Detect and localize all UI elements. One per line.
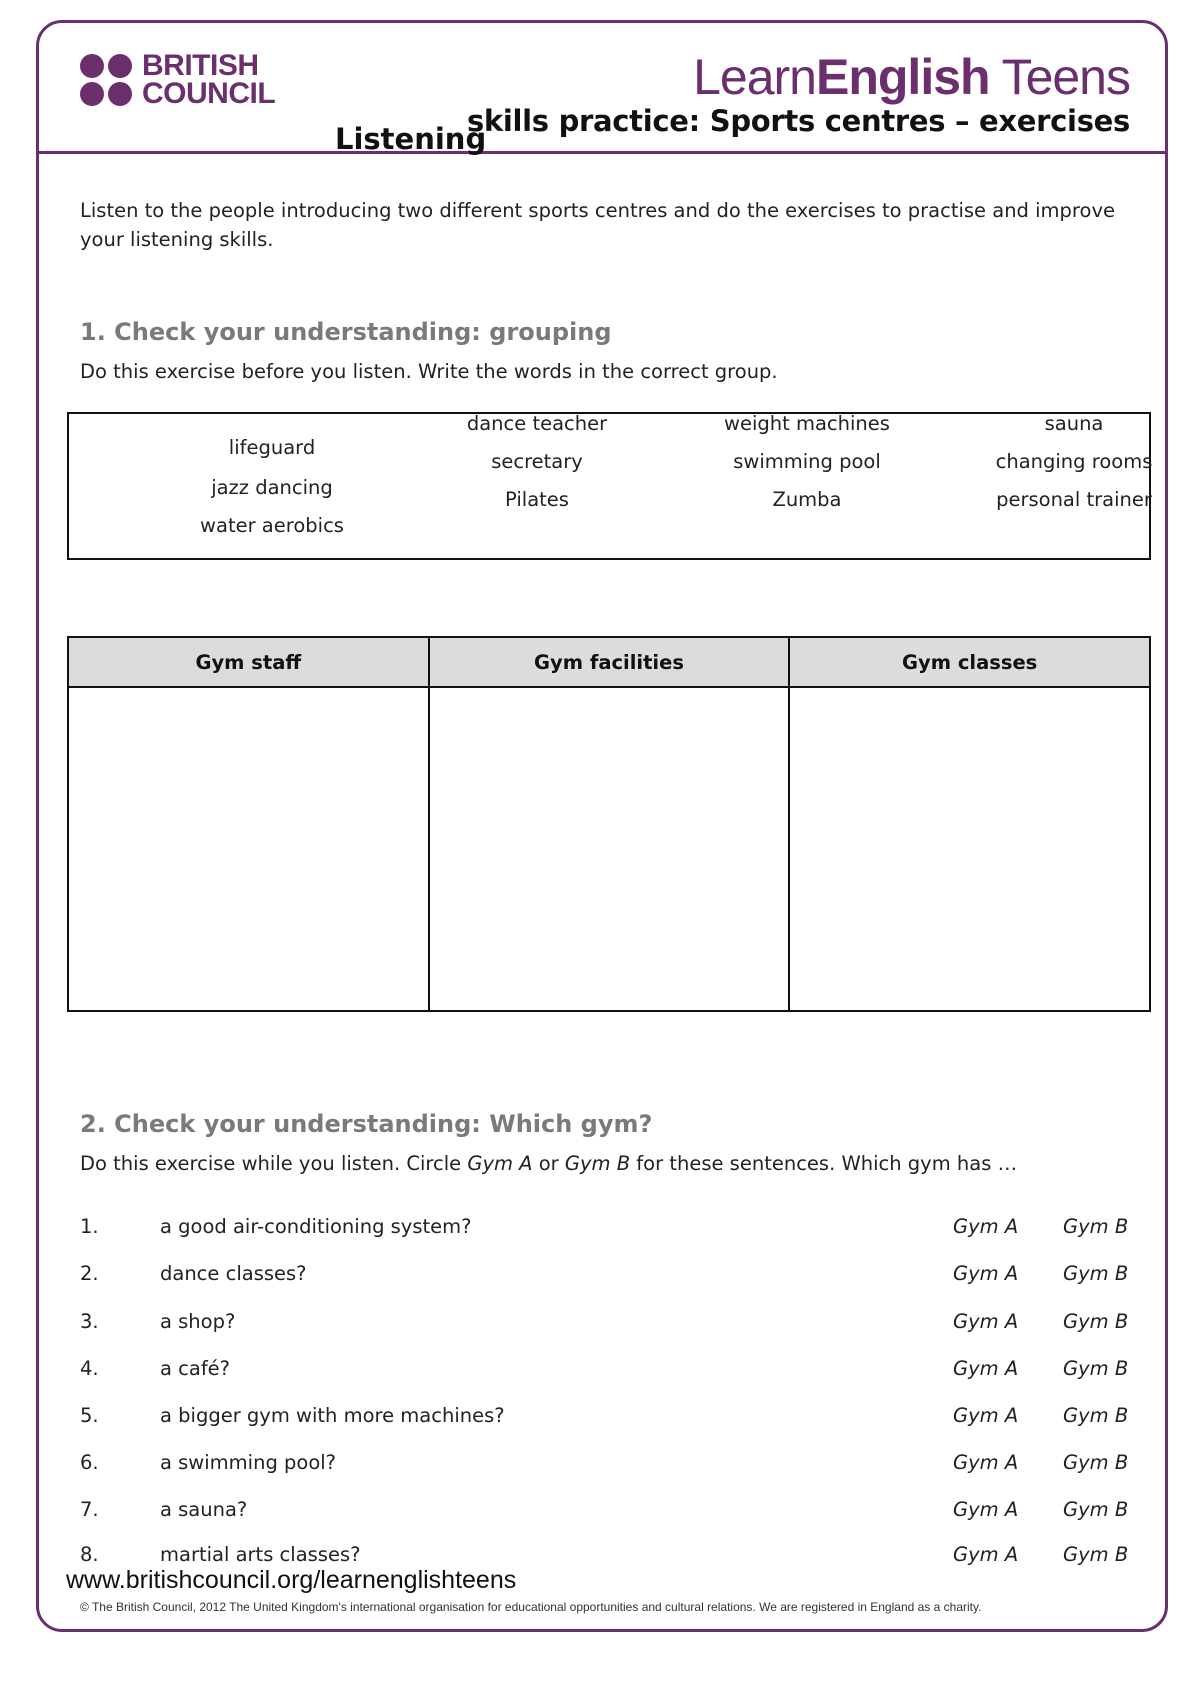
answer-cell-gym-staff[interactable] [68, 687, 429, 1011]
question-text: a sauna? [160, 1498, 248, 1521]
question-text: dance classes? [160, 1262, 307, 1285]
section-1-instructions: Do this exercise before you listen. Write the words in the correct group. [80, 360, 778, 383]
question-row [80, 1451, 1130, 1481]
gym-a-option[interactable]: Gym A [953, 1357, 1019, 1380]
question-number: 2. [80, 1262, 99, 1285]
word-item: Zumba [772, 488, 842, 511]
header-divider [36, 151, 1168, 154]
word-item: sauna [1044, 412, 1104, 435]
answer-cell-gym-facilities[interactable] [429, 687, 790, 1011]
question-text: a bigger gym with more machines? [160, 1404, 505, 1427]
gym-b-option[interactable]: Gym B [1063, 1498, 1129, 1521]
word-item: Pilates [505, 488, 569, 511]
gym-a-option[interactable]: Gym A [953, 1262, 1019, 1285]
word-item: lifeguard [228, 436, 316, 459]
question-number: 6. [80, 1451, 99, 1474]
logo-line-2: COUNCIL [142, 77, 276, 110]
question-number: 7. [80, 1498, 99, 1521]
word-item: swimming pool [733, 450, 881, 473]
word-item: water aerobics [200, 514, 344, 537]
intro-text: Listen to the people introducing two different sports centres and do the exercises to practise and improve your listening skills. [80, 199, 1115, 251]
gym-a-option[interactable]: Gym A [953, 1451, 1019, 1474]
gym-a-option[interactable]: Gym A [953, 1543, 1019, 1566]
question-row [80, 1357, 1130, 1387]
gym-a-option[interactable]: Gym A [953, 1498, 1019, 1521]
word-item: weight machines [724, 412, 890, 435]
logo-line-1: BRITISH [142, 49, 259, 82]
british-council-logo [80, 49, 276, 110]
gym-a-option[interactable]: Gym A [953, 1404, 1019, 1427]
question-row [80, 1310, 1130, 1340]
question-text: a good air-conditioning system? [160, 1215, 472, 1238]
question-text: a swimming pool? [160, 1451, 337, 1474]
question-row [80, 1498, 1130, 1528]
gym-b-option[interactable]: Gym B [1063, 1543, 1129, 1566]
question-text: martial arts classes? [160, 1543, 361, 1566]
document-title: skills practice: Sports centres – exercises [466, 104, 1130, 138]
word-item: changing rooms [995, 450, 1153, 473]
grouping-table [67, 636, 1151, 1012]
column-header-gym-classes: Gym classes [789, 637, 1150, 687]
gym-a-option[interactable]: Gym A [953, 1215, 1019, 1238]
answer-cell-gym-classes[interactable] [789, 687, 1150, 1011]
footer-copyright: © The British Council, 2012 The United Kingdom's international organisation for educational opportunities and cultural relations. We are registered in England as a charity. [80, 1600, 982, 1614]
gym-b-option[interactable]: Gym B [1063, 1451, 1129, 1474]
question-row [80, 1262, 1130, 1292]
word-bank [67, 412, 1151, 560]
word-item: jazz dancing [211, 476, 333, 499]
skill-label: Listening [335, 122, 487, 156]
question-text: a café? [160, 1357, 231, 1380]
footer-url[interactable]: www.britishcouncil.org/learnenglishteens [66, 1566, 517, 1594]
gym-a-option[interactable]: Gym A [953, 1310, 1019, 1333]
gym-b-option[interactable]: Gym B [1063, 1262, 1129, 1285]
section-1-title: 1. Check your understanding: grouping [80, 318, 612, 346]
column-header-gym-facilities: Gym facilities [429, 637, 790, 687]
gym-b-option[interactable]: Gym B [1063, 1357, 1129, 1380]
question-number: 8. [80, 1543, 99, 1566]
question-number: 3. [80, 1310, 99, 1333]
gym-b-option[interactable]: Gym B [1063, 1310, 1129, 1333]
question-number: 5. [80, 1404, 99, 1427]
question-row [80, 1215, 1130, 1245]
column-header-gym-staff: Gym staff [68, 637, 429, 687]
section-2-title: 2. Check your understanding: Which gym? [80, 1110, 653, 1138]
gym-b-option[interactable]: Gym B [1063, 1404, 1129, 1427]
question-number: 1. [80, 1215, 99, 1238]
question-row [80, 1404, 1130, 1434]
section-2-instructions: Do this exercise while you listen. Circle Gym A or Gym B for these sentences. Which gym has … [80, 1152, 1018, 1175]
british-council-dots-icon [80, 54, 132, 106]
word-item: secretary [491, 450, 583, 473]
gym-b-option[interactable]: Gym B [1063, 1215, 1129, 1238]
learnenglish-teens-logo: LearnEnglish Teens [693, 49, 1130, 105]
word-item: personal trainer [996, 488, 1152, 511]
word-item: dance teacher [466, 412, 608, 435]
question-number: 4. [80, 1357, 99, 1380]
question-text: a shop? [160, 1310, 236, 1333]
